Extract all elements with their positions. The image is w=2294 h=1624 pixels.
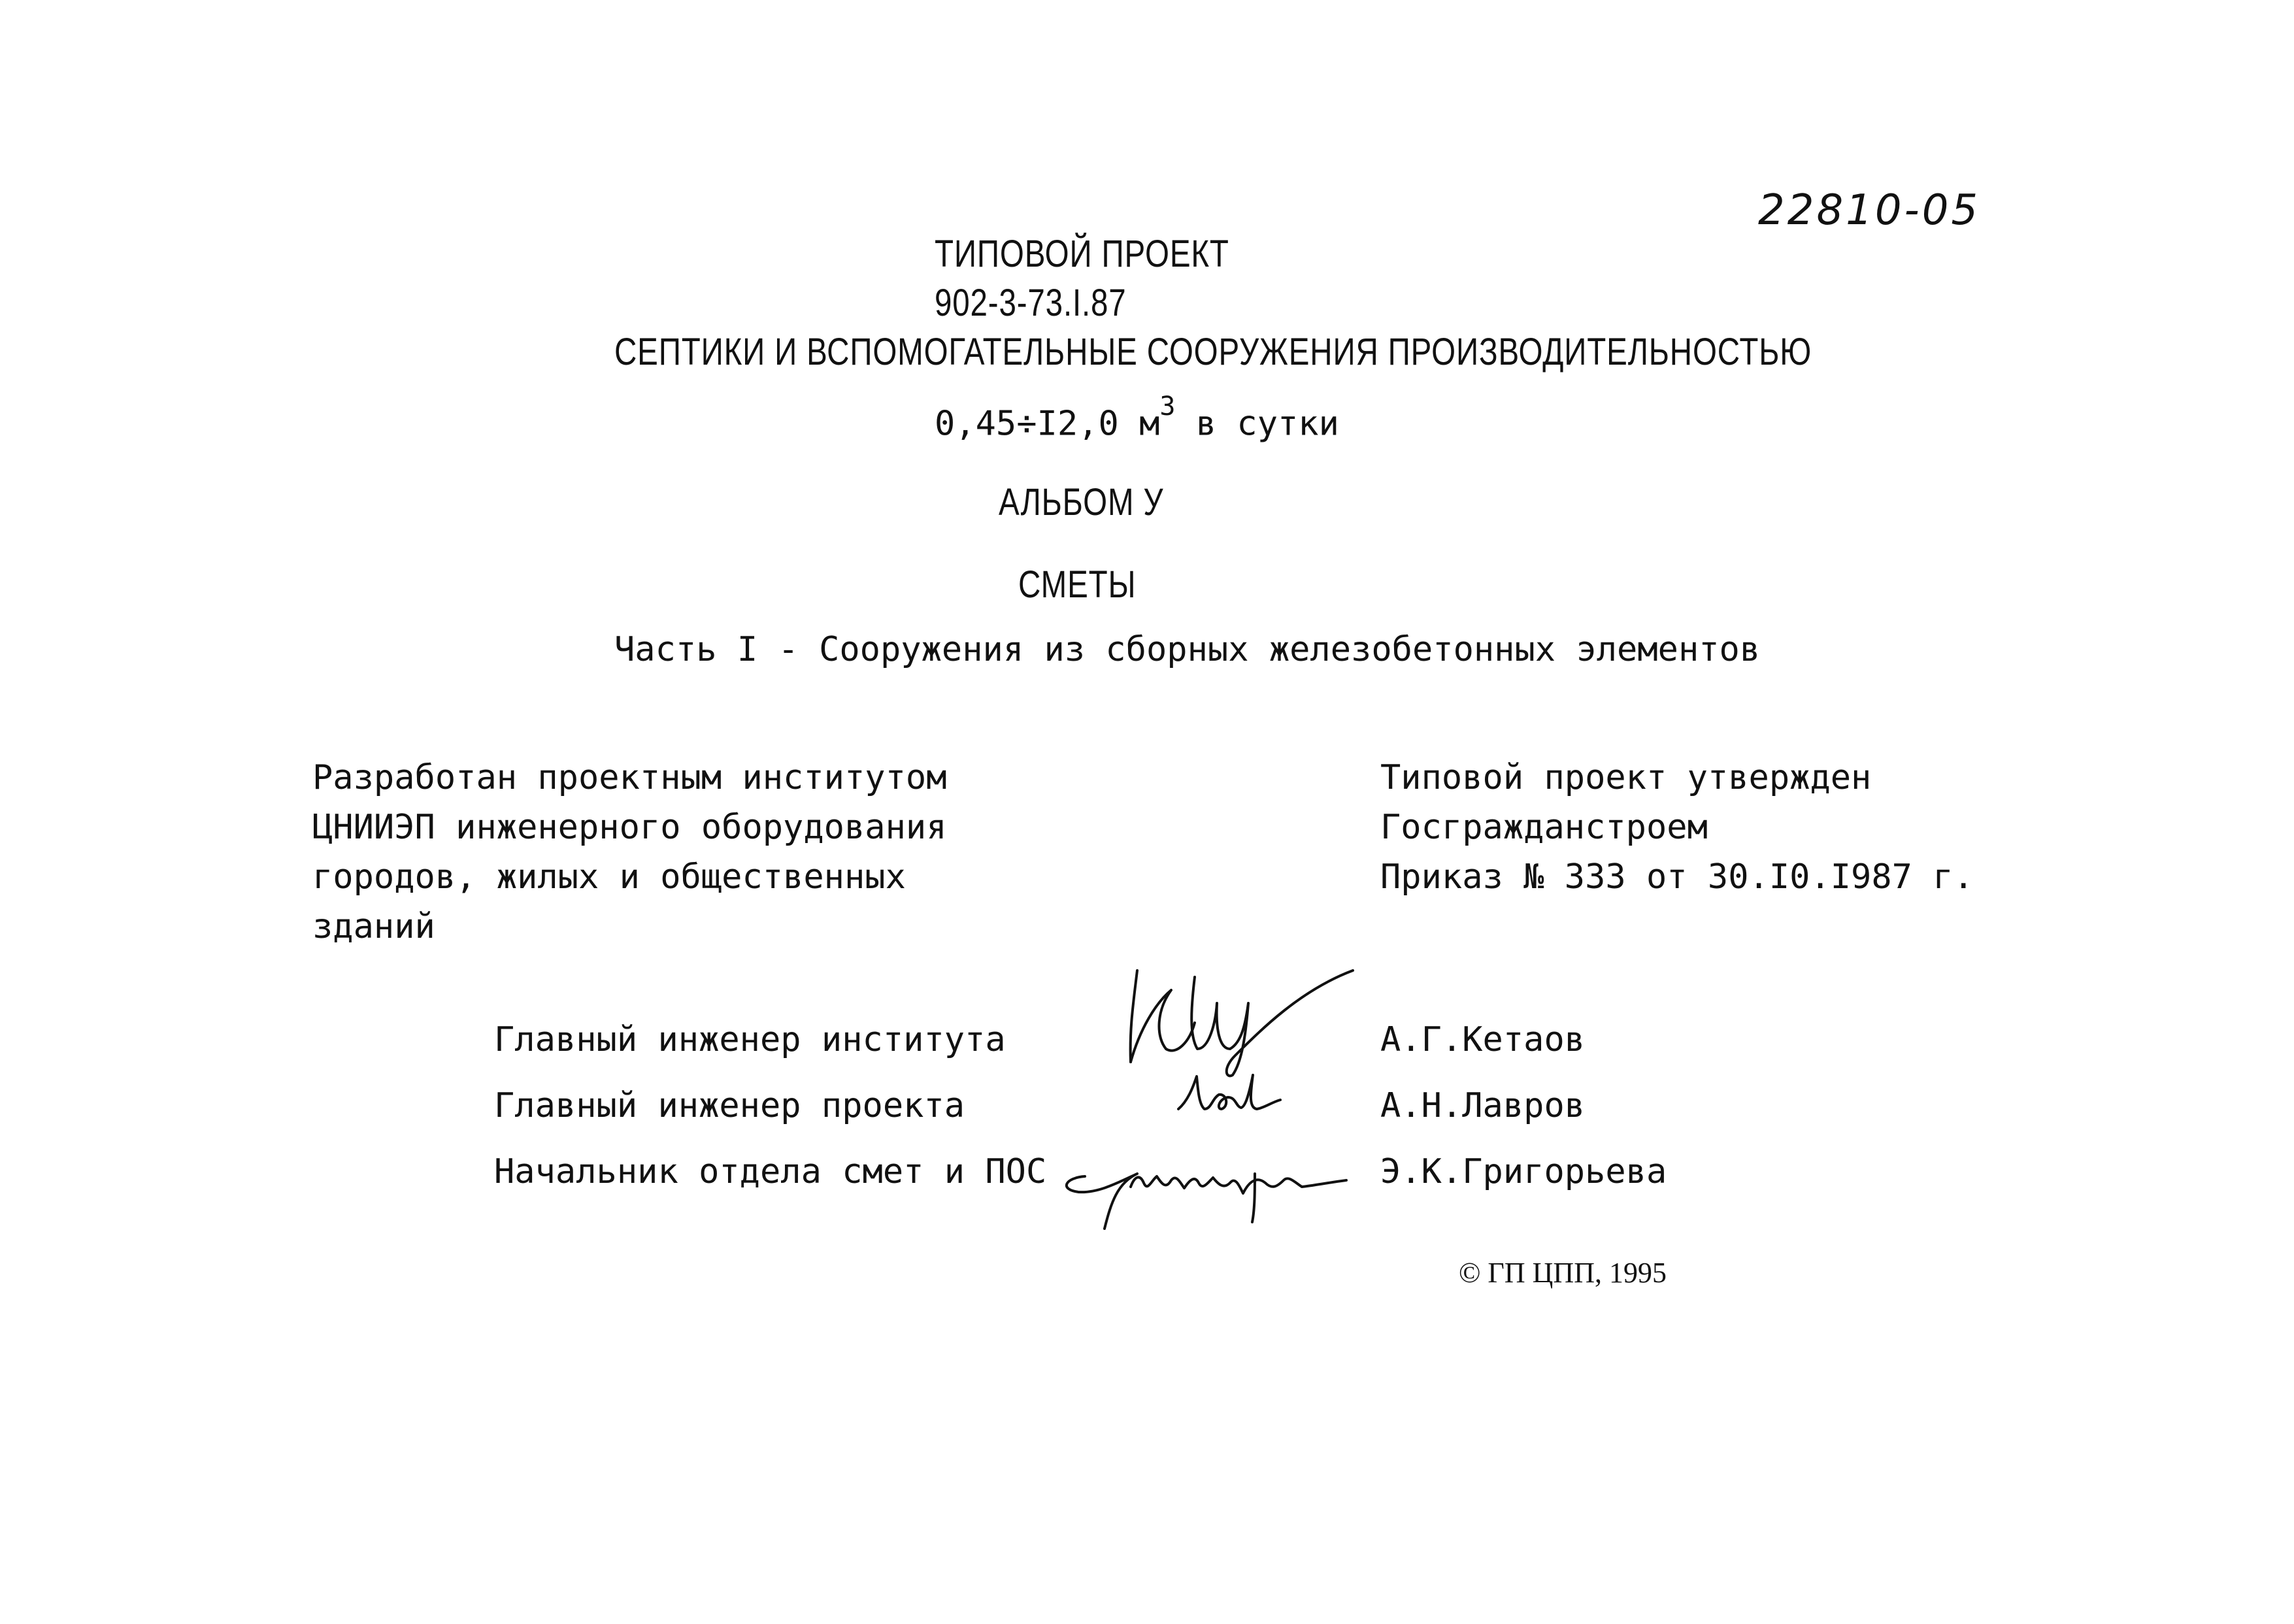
signatory-name-1: А.Г.Кетаов — [1380, 1020, 1586, 1059]
project-code: 902-3-73.I.87 — [935, 282, 1127, 324]
signatory-role-1: Главный инженер института — [494, 1020, 1006, 1059]
title-typical-project: ТИПОВОЙ ПРОЕКТ — [935, 233, 1229, 275]
signature-chief-engineer-institute — [1118, 951, 1366, 1082]
signatory-name-2: А.Н.Лавров — [1380, 1086, 1586, 1125]
signatory-role-3: Начальник отдела смет и ПОС — [494, 1152, 1047, 1191]
developer-line-1: Разработан проектным институтом — [312, 758, 947, 797]
signatory-role-2: Главный инженер проекта — [494, 1086, 965, 1125]
developer-line-3: городов, жилых и общественных — [312, 857, 906, 897]
approval-line-1: Типовой проект утвержден — [1380, 758, 1872, 797]
approval-line-3: Приказ № 333 от 30.I0.I987 г. — [1380, 857, 1974, 897]
signature-chief-engineer-project — [1173, 1069, 1284, 1121]
capacity-superscript: 3 — [1159, 391, 1176, 422]
album-title: АЛЬБОМ У — [999, 481, 1164, 523]
part-title: Часть I - Сооружения из сборных железобетонных элементов — [614, 630, 1761, 669]
section-title: СМЕТЫ — [1018, 563, 1137, 606]
signature-head-of-estimates — [1059, 1137, 1353, 1235]
capacity-suffix: в сутки — [1175, 404, 1339, 444]
handwritten-document-number: 22810-05 — [1758, 186, 1981, 235]
approval-line-2: Госгражданстроем — [1380, 808, 1708, 847]
signatory-name-3: Э.К.Григорьева — [1380, 1152, 1667, 1191]
developer-line-2: ЦНИИЭП инженерного оборудования — [312, 808, 947, 847]
capacity-line — [935, 391, 1339, 444]
developer-line-4: зданий — [312, 907, 435, 946]
project-title: СЕПТИКИ И ВСПОМОГАТЕЛЬНЫЕ СООРУЖЕНИЯ ПРОИЗВОДИТЕЛЬНОСТЬЮ — [614, 331, 1812, 373]
capacity-prefix: 0,45÷I2,0 м — [935, 404, 1160, 444]
copyright: © ГП ЦПП, 1995 — [1459, 1257, 1667, 1289]
